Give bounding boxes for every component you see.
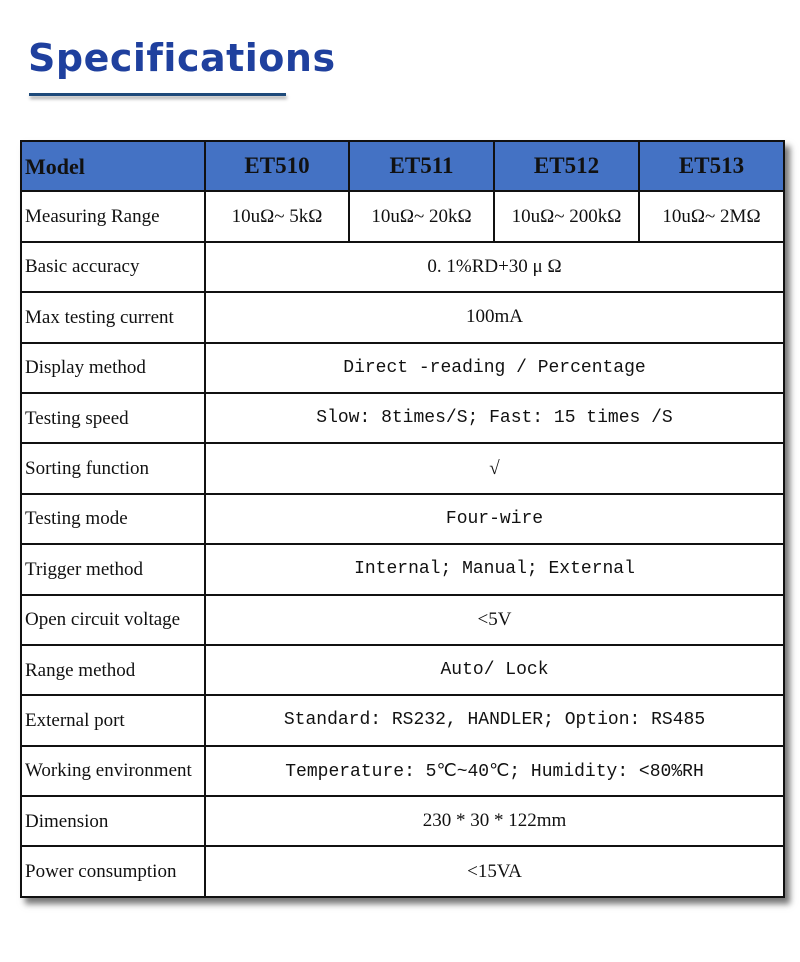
row-label: Working environment: [21, 746, 205, 796]
table-row: [21, 494, 784, 544]
table-row: [21, 796, 784, 846]
row-value: Direct -reading / Percentage: [205, 343, 784, 393]
table-row: [21, 544, 784, 594]
row-label: Testing speed: [21, 393, 205, 443]
table-row: [21, 846, 784, 896]
table-row: [21, 645, 784, 695]
row-value: <5V: [205, 595, 784, 645]
row-label: External port: [21, 695, 205, 745]
table-row: [21, 595, 784, 645]
row-value: 10uΩ~ 20kΩ: [349, 191, 494, 241]
table-row: [21, 343, 784, 393]
table-row: [21, 292, 784, 342]
row-value: Temperature: 5℃~40℃; Humidity: <80%RH: [205, 746, 784, 796]
row-value: 10uΩ~ 2MΩ: [639, 191, 784, 241]
row-label: Dimension: [21, 796, 205, 846]
header-label: Model: [21, 141, 205, 191]
row-label: Trigger method: [21, 544, 205, 594]
header-row: [21, 141, 784, 191]
row-value: 230 * 30 * 122mm: [205, 796, 784, 846]
page-title: Specifications: [28, 36, 336, 80]
row-value: Internal; Manual; External: [205, 544, 784, 594]
row-label: Measuring Range: [21, 191, 205, 241]
table-row: [21, 242, 784, 292]
row-label: Open circuit voltage: [21, 595, 205, 645]
table-row: [21, 191, 784, 241]
table-row: [21, 393, 784, 443]
row-label: Basic accuracy: [21, 242, 205, 292]
row-value: √: [205, 443, 784, 493]
model-header: ET512: [494, 141, 639, 191]
row-label: Testing mode: [21, 494, 205, 544]
model-header: ET513: [639, 141, 784, 191]
row-value: <15VA: [205, 846, 784, 896]
row-label: Power consumption: [21, 846, 205, 896]
row-label: Display method: [21, 343, 205, 393]
row-value: 100mA: [205, 292, 784, 342]
row-label: Max testing current: [21, 292, 205, 342]
table-row: [21, 695, 784, 745]
title-underline: [29, 93, 286, 96]
row-value: Standard: RS232, HANDLER; Option: RS485: [205, 695, 784, 745]
model-header: ET511: [349, 141, 494, 191]
spec-table: [20, 140, 785, 898]
row-value: 10uΩ~ 200kΩ: [494, 191, 639, 241]
row-label: Sorting function: [21, 443, 205, 493]
row-value: 10uΩ~ 5kΩ: [205, 191, 349, 241]
table-row: [21, 746, 784, 796]
row-value: Four-wire: [205, 494, 784, 544]
row-value: Auto/ Lock: [205, 645, 784, 695]
table-row: [21, 443, 784, 493]
row-value: Slow: 8times/S; Fast: 15 times /S: [205, 393, 784, 443]
row-label: Range method: [21, 645, 205, 695]
model-header: ET510: [205, 141, 349, 191]
row-value: 0. 1%RD+30 μ Ω: [205, 242, 784, 292]
